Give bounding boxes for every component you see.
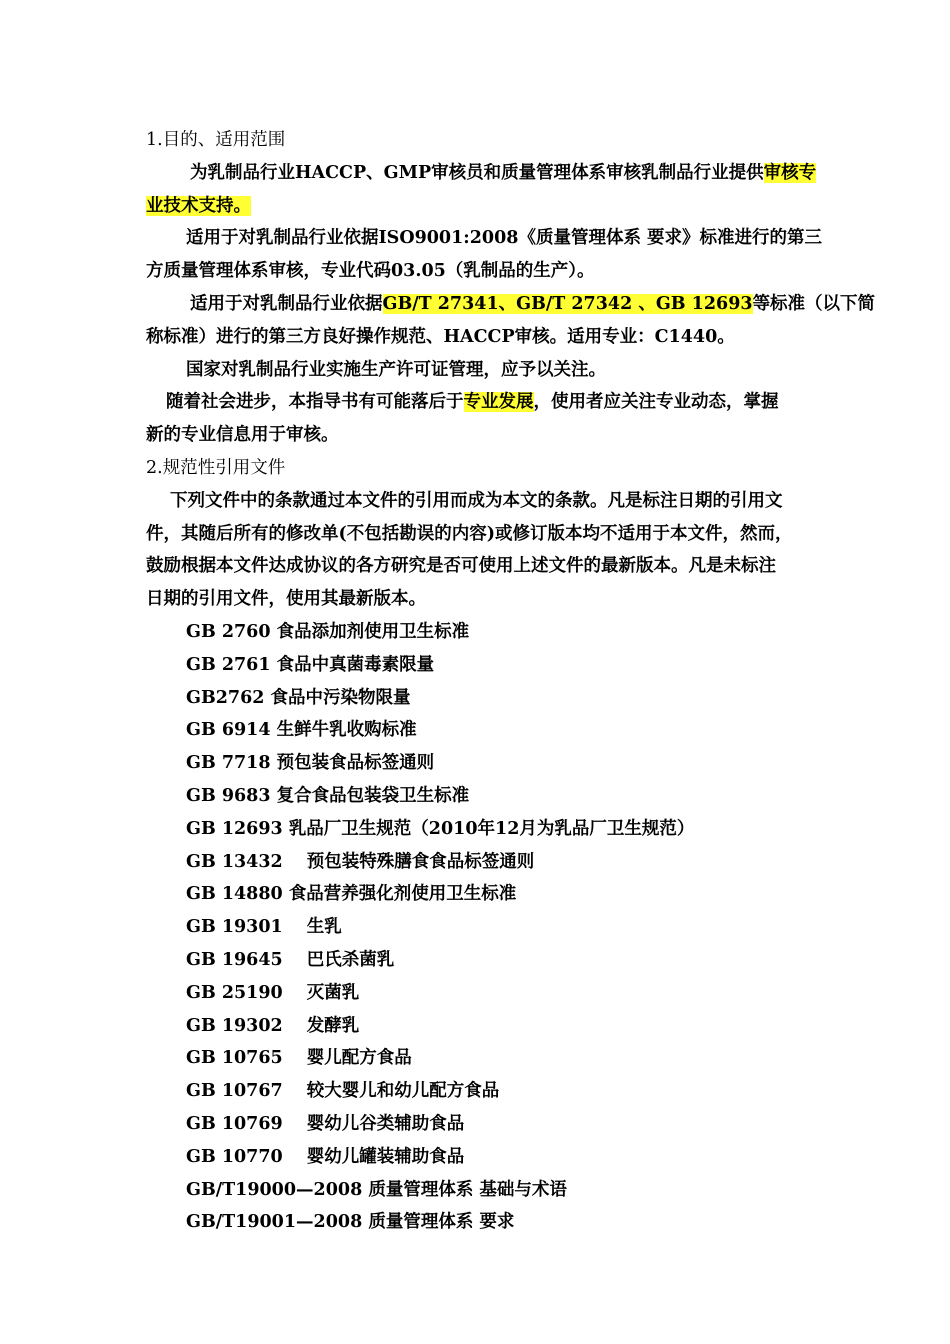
text-run: 等标准（以下简	[752, 293, 876, 314]
reference-code: GB 9683	[186, 785, 271, 806]
reference-name: 婴幼儿谷类辅助食品	[306, 1113, 465, 1134]
reference-code: GB 10770	[186, 1146, 283, 1167]
reference-item	[146, 682, 846, 715]
text-run: 为乳制品行业HACCP、GMP审核员和质量管理体系审核乳制品行业提供	[190, 162, 764, 183]
section-2-heading: 2.规范性引用文件	[146, 457, 286, 478]
reference-item	[146, 1042, 846, 1075]
reference-name: 发酵乳	[306, 1015, 360, 1036]
highlighted-text: GB/T 27341、GB/T 27342 、GB 12693	[382, 293, 753, 314]
section-1-paragraph-1-line-2	[146, 190, 846, 223]
text-run: 适用于对乳制品行业依据	[190, 293, 383, 314]
reference-name: 较大婴儿和幼儿配方食品	[306, 1081, 500, 1102]
reference-item	[146, 1010, 846, 1043]
reference-name: 食品中真菌毒素限量	[276, 654, 435, 675]
reference-list	[146, 616, 846, 1239]
reference-code: GB 19301	[186, 917, 283, 938]
section-1-paragraph-5-line-2: 新的专业信息用于审核。	[146, 425, 339, 446]
highlighted-text: 审核专	[763, 162, 817, 183]
reference-code: GB 2761	[186, 654, 271, 675]
reference-code: GB 19645	[186, 949, 283, 970]
reference-name: 灭菌乳	[306, 982, 360, 1003]
reference-code: GB 12693	[186, 818, 283, 839]
reference-item	[146, 714, 846, 747]
reference-item	[146, 616, 846, 649]
reference-item	[146, 747, 846, 780]
reference-name: 生乳	[306, 917, 342, 938]
reference-item	[146, 1108, 846, 1141]
reference-name: 复合食品包装袋卫生标准	[276, 785, 470, 806]
reference-item	[146, 1206, 846, 1239]
reference-item	[146, 846, 846, 879]
reference-name: 婴儿配方食品	[306, 1048, 412, 1069]
reference-item	[146, 944, 846, 977]
reference-name: 食品添加剂使用卫生标准	[276, 621, 470, 642]
section-2-paragraph-line-1: 下列文件中的条款通过本文件的引用而成为本文的条款。凡是标注日期的引用文	[170, 490, 783, 511]
reference-code: GB/T19000—2008	[186, 1179, 363, 1200]
reference-name: 食品营养强化剂使用卫生标准	[288, 884, 517, 905]
highlighted-text: 业技术支持。	[146, 195, 251, 216]
reference-code: GB2762	[186, 687, 265, 708]
reference-item	[146, 878, 846, 911]
reference-code: GB 7718	[186, 753, 271, 774]
section-1-paragraph-4: 国家对乳制品行业实施生产许可证管理，应予以关注。	[186, 359, 606, 380]
section-1-paragraph-2-line-1: 适用于对乳制品行业依据ISO9001:2008《质量管理体系 要求》标准进行的第三	[186, 228, 823, 249]
reference-code: GB 2760	[186, 621, 271, 642]
text-run: 随着社会进步，本指导书有可能落后于	[166, 392, 464, 413]
section-1-paragraph-5-line-1	[146, 386, 846, 419]
reference-item	[146, 1141, 846, 1174]
reference-item	[146, 813, 846, 846]
reference-name: 预包装食品标签通则	[276, 753, 435, 774]
text-run: ，使用者应关注专业动态，掌握	[533, 392, 779, 413]
reference-name: 巴氏杀菌乳	[306, 949, 395, 970]
reference-item	[146, 649, 846, 682]
reference-code: GB 10769	[186, 1113, 283, 1134]
reference-name: 生鲜牛乳收购标准	[276, 720, 417, 741]
section-1-paragraph-3-line-1	[146, 288, 876, 321]
section-2-paragraph-line-2: 件，其随后所有的修改单(不包括勘误的内容)或修订版本均不适用于本文件，然而，	[146, 523, 793, 544]
section-2-paragraph-line-3: 鼓励根据本文件达成协议的各方研究是否可使用上述文件的最新版本。凡是未标注	[146, 556, 776, 577]
reference-name: 乳品厂卫生规范（2010年12月为乳品厂卫生规范）	[288, 818, 695, 839]
reference-name: 质量管理体系 要求	[368, 1212, 515, 1233]
document-page	[146, 124, 876, 1239]
reference-code: GB 19302	[186, 1015, 283, 1036]
section-2-paragraph-line-4: 日期的引用文件，使用其最新版本。	[146, 589, 426, 610]
reference-code: GB 14880	[186, 884, 283, 905]
reference-name: 质量管理体系 基础与术语	[368, 1179, 567, 1200]
reference-code: GB 10767	[186, 1081, 283, 1102]
reference-name: 婴幼儿罐装辅助食品	[306, 1146, 465, 1167]
reference-code: GB 25190	[186, 982, 283, 1003]
reference-code: GB 10765	[186, 1048, 283, 1069]
reference-code: GB 13432	[186, 851, 283, 872]
highlighted-text: 专业发展	[463, 392, 534, 413]
section-1-heading: 1.目的、适用范围	[146, 130, 286, 150]
reference-item	[146, 780, 846, 813]
section-1-paragraph-3-line-2: 称标准）进行的第三方良好操作规范、HACCP审核。适用专业：C1440。	[146, 326, 735, 347]
reference-name: 食品中污染物限量	[270, 687, 411, 708]
reference-item	[146, 1075, 846, 1108]
reference-name: 预包装特殊膳食食品标签通则	[306, 851, 535, 872]
reference-code: GB 6914	[186, 720, 271, 741]
reference-code: GB/T19001—2008	[186, 1212, 363, 1233]
reference-item	[146, 1174, 846, 1207]
reference-item	[146, 977, 846, 1010]
reference-item	[146, 911, 846, 944]
section-1-paragraph-1-line-1	[146, 157, 846, 190]
section-1-paragraph-2-line-2: 方质量管理体系审核，专业代码03.05（乳制品的生产）。	[146, 261, 595, 282]
